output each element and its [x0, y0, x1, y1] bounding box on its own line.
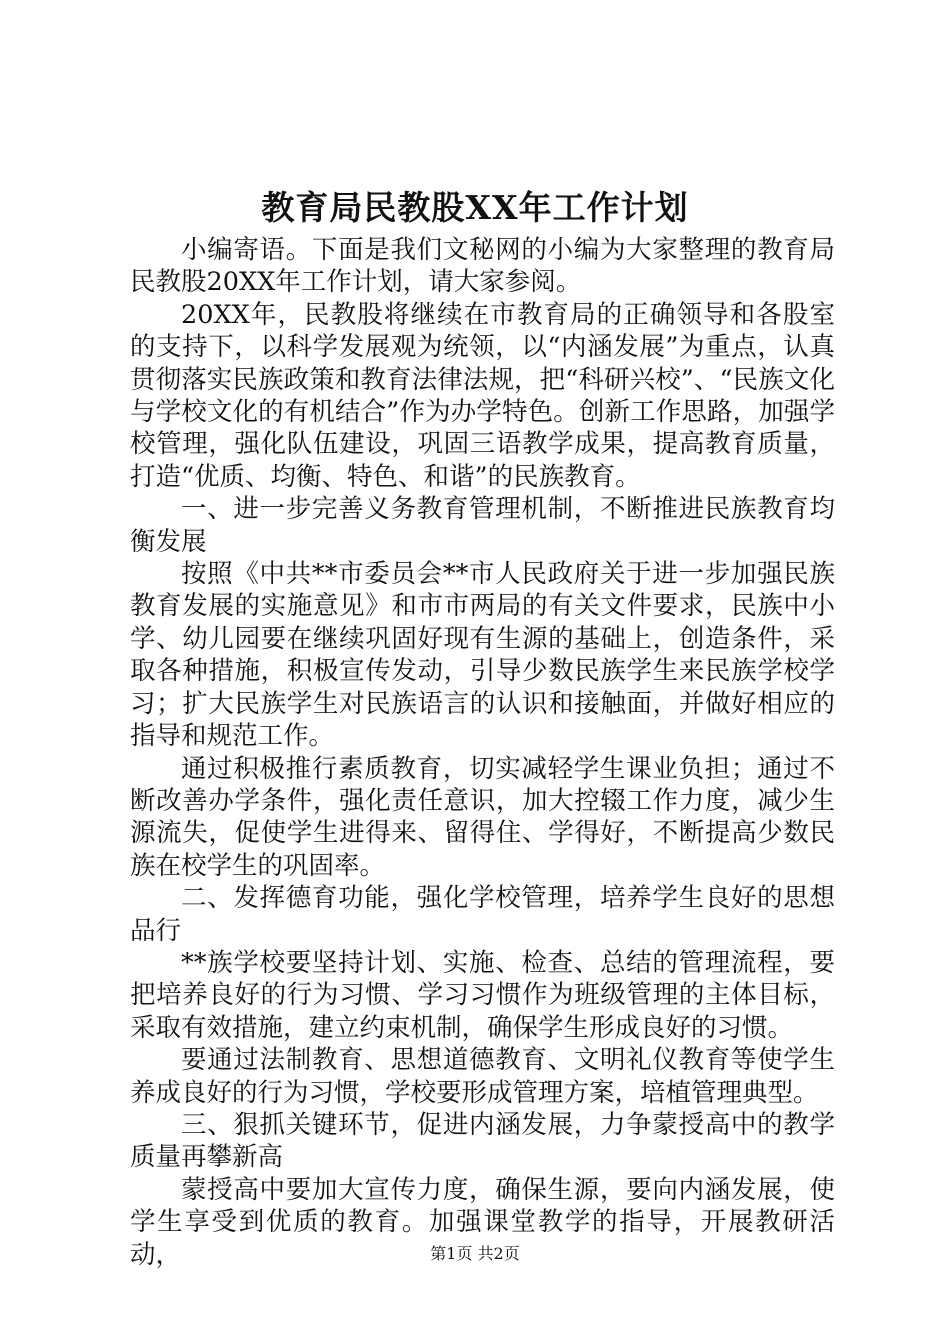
- section-heading-1: 一、进一步完善义务教育管理机制，不断推进民族教育均衡发展: [130, 494, 835, 557]
- paragraph-intro: 小编寄语。下面是我们文秘网的小编为大家整理的教育局民教股20XX年工作计划，请大家参阅。: [130, 235, 835, 298]
- document-body: [130, 234, 835, 1271]
- section-heading-3: 三、狠抓关键环节，促进内涵发展，力争蒙授高中的教学质量再攀新高: [130, 1109, 835, 1173]
- paragraph: 按照《中共**市委员会**市人民政府关于进一步加强民族教育发展的实施意见》和市市两局的有关文件要求，民族中小学、幼儿园要在继续巩固好现有生源的基础上，创造条件，采取各种措施，积极宣传发动，引导少数民族学生来民族学校学习；扩大民族学生对民族语言的认识和接触面，并做好相应的指导和规范工作。: [130, 559, 835, 752]
- section-heading-2: 二、发挥德育功能，强化学校管理，培养学生良好的思想品行: [130, 883, 835, 946]
- paragraph: **族学校要坚持计划、实施、检查、总结的管理流程，要把培养良好的行为习惯、学习习惯作为班级管理的主体目标，采取有效措施，建立约束机制，确保学生形成良好的习惯。: [130, 947, 835, 1043]
- paragraph: 通过积极推行素质教育，切实减轻学生课业负担；通过不断改善办学条件，强化责任意识，加大控辍工作力度，减少生源流失，促使学生进得来、留得住、学得好，不断提高少数民族在校学生的巩固率。: [130, 753, 835, 881]
- document-title: 教育局民教股XX年工作计划: [261, 188, 689, 227]
- paragraph: 蒙授高中要加大宣传力度，确保生源，要向内涵发展，使学生享受到优质的教育。加强课堂教学的指导，开展教研活动，: [130, 1174, 835, 1270]
- paragraph: 要通过法制教育、思想道德教育、文明礼仪教育等使学生养成良好的行为习惯，学校要形成管理方案，培植管理典型。: [130, 1045, 835, 1108]
- page-number-footer: 第1页 共2页: [430, 1244, 520, 1263]
- paragraph-overview: 20XX年，民教股将继续在市教育局的正确领导和各股室的支持下，以科学发展观为统领，以“内涵发展”为重点，认真贯彻落实民族政策和教育法律法规，把“科研兴校”、“民族文化与学校文化的有机结合”作为办学特色。创新工作思路，加强学校管理，强化队伍建设，巩固三语教学成果，提高教育质量，打造“优质、均衡、特色、和谐”的民族教育。: [130, 299, 835, 492]
